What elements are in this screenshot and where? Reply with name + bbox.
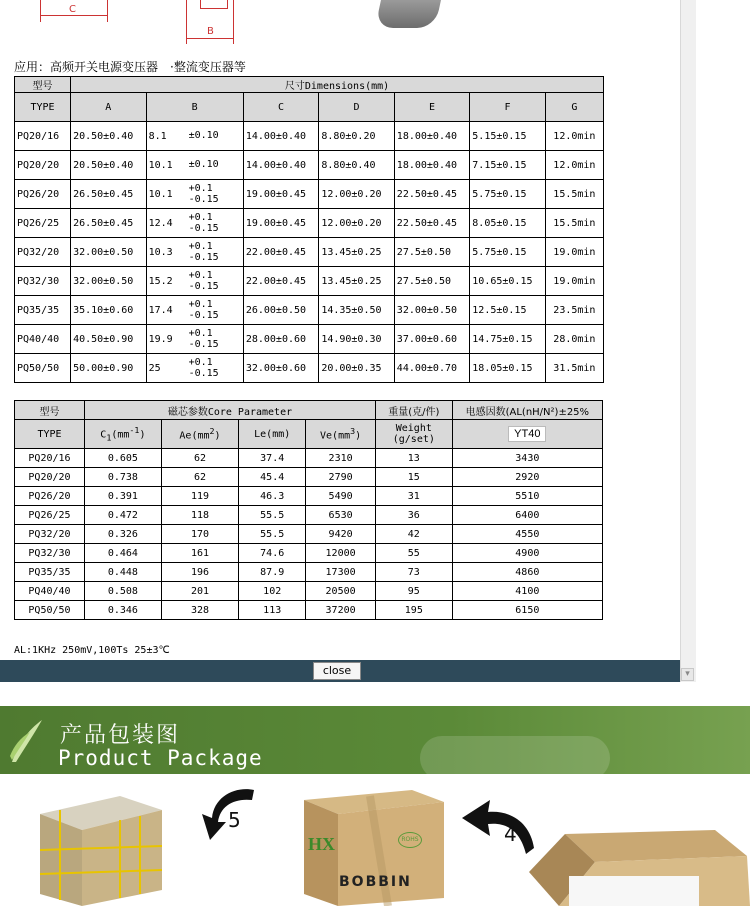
dim-b-tolerance: ±0.10 xyxy=(188,130,219,142)
step-5-label: 5 xyxy=(228,808,241,832)
al-material-header: YT40 xyxy=(452,420,602,449)
model-header-en: TYPE xyxy=(15,420,85,449)
table-row xyxy=(15,601,603,620)
ve-cell: 2790 xyxy=(306,468,376,487)
ve-cell: 12000 xyxy=(306,544,376,563)
dim-a-cell: 35.10±0.60 xyxy=(71,296,146,325)
type-cell: PQ40/40 xyxy=(15,325,71,354)
le-cell: 113 xyxy=(239,601,306,620)
weight-cell: 73 xyxy=(375,563,452,582)
dimension-c-label: C xyxy=(69,4,76,15)
tolerance-minus: -0.15 xyxy=(188,281,219,292)
le-header: Le(mm) xyxy=(239,420,306,449)
table-row xyxy=(15,209,604,238)
dim-b-tolerance xyxy=(189,328,219,350)
ve-cell: 6530 xyxy=(306,506,376,525)
dimensions-table xyxy=(14,76,604,383)
al-cell: 4100 xyxy=(452,582,602,601)
c1-cell: 0.391 xyxy=(84,487,161,506)
table-row xyxy=(15,544,603,563)
type-cell: PQ20/16 xyxy=(15,449,85,468)
dim-b-tolerance xyxy=(189,241,219,263)
dim-b-value: 12.4 xyxy=(148,218,173,229)
ve-cell: 2310 xyxy=(306,449,376,468)
open-box-photo xyxy=(525,828,750,906)
type-cell: PQ50/50 xyxy=(15,601,85,620)
c1-cell: 0.738 xyxy=(84,468,161,487)
al-cell: 4900 xyxy=(452,544,602,563)
ae-cell: 161 xyxy=(161,544,238,563)
type-cell: PQ26/20 xyxy=(15,487,85,506)
table-row xyxy=(15,267,604,296)
dim-f-cell: 5.75±0.15 xyxy=(470,180,545,209)
vertical-scrollbar[interactable] xyxy=(680,0,696,682)
dim-d-cell: 14.35±0.50 xyxy=(319,296,394,325)
type-cell: PQ26/25 xyxy=(15,506,85,525)
al-cell: 6150 xyxy=(452,601,602,620)
dim-g-cell: 19.0min xyxy=(545,238,603,267)
dim-c-cell: 28.00±0.60 xyxy=(243,325,318,354)
c1-cell: 0.346 xyxy=(84,601,161,620)
dim-c-cell: 22.00±0.45 xyxy=(243,238,318,267)
tolerance-minus: -0.15 xyxy=(188,368,219,379)
c1-header: $C_1(mm^{-1})$ xyxy=(84,420,161,449)
tolerance-minus: -0.15 xyxy=(188,223,219,234)
dim-a-cell: 26.50±0.45 xyxy=(71,209,146,238)
al-cell: 5510 xyxy=(452,487,602,506)
weight-header: 重量(克/件) xyxy=(375,401,452,420)
tolerance-plus: +0.1 xyxy=(188,241,213,252)
dimension-b-label: B xyxy=(207,26,214,37)
table-row xyxy=(15,525,603,544)
c1-cell: 0.605 xyxy=(84,449,161,468)
model-header-cn: 型号 xyxy=(15,401,85,420)
ae-cell: 196 xyxy=(161,563,238,582)
al-cell: 4550 xyxy=(452,525,602,544)
tolerance-plus: +0.1 xyxy=(188,183,213,194)
core-parameter-header: 磁芯参数Core Parameter xyxy=(84,401,375,420)
column-header-a: A xyxy=(71,93,146,122)
ve-cell: 17300 xyxy=(306,563,376,582)
dim-a-cell: 20.50±0.40 xyxy=(71,151,146,180)
le-cell: 55.5 xyxy=(239,525,306,544)
table-row xyxy=(15,449,603,468)
type-cell: PQ20/20 xyxy=(15,151,71,180)
weight-cell: 95 xyxy=(375,582,452,601)
dim-b-value: 15.2 xyxy=(148,276,173,287)
dim-b-cell xyxy=(146,354,243,383)
column-header-e: E xyxy=(394,93,469,122)
weight-unit-header: Weight (g/set) xyxy=(375,420,452,449)
type-cell: PQ26/25 xyxy=(15,209,71,238)
dim-b-tolerance xyxy=(189,212,219,234)
column-header-f: F xyxy=(470,93,545,122)
al-header: 电感因数(AL(nH/N²)±25% xyxy=(452,401,602,420)
bamboo-leaf-icon xyxy=(8,716,46,766)
column-header-g: G xyxy=(545,93,603,122)
dim-e-cell: 37.00±0.60 xyxy=(394,325,469,354)
dim-b-tolerance xyxy=(189,270,219,292)
type-cell: PQ35/35 xyxy=(15,563,85,582)
table-row xyxy=(15,122,604,151)
dim-a-cell: 32.00±0.50 xyxy=(71,238,146,267)
ae-cell: 119 xyxy=(161,487,238,506)
le-cell: 87.9 xyxy=(239,563,306,582)
dim-b-value: 19.9 xyxy=(148,334,173,345)
le-cell: 74.6 xyxy=(239,544,306,563)
product-package-banner xyxy=(0,706,750,774)
dim-c-cell: 14.00±0.40 xyxy=(243,122,318,151)
banner-title-en: Product Package xyxy=(58,746,263,770)
dim-b-cell xyxy=(146,209,243,238)
dim-e-cell: 18.00±0.40 xyxy=(394,122,469,151)
dim-e-cell: 44.00±0.70 xyxy=(394,354,469,383)
dim-b-cell xyxy=(146,296,243,325)
dim-b-tolerance: ±0.10 xyxy=(188,159,219,171)
dim-f-cell: 5.75±0.15 xyxy=(470,238,545,267)
c1-cell: 0.508 xyxy=(84,582,161,601)
dim-b-cell xyxy=(146,238,243,267)
dim-b-tolerance xyxy=(189,299,219,321)
tolerance-minus: -0.15 xyxy=(188,339,219,350)
weight-cell: 36 xyxy=(375,506,452,525)
dim-f-cell: 12.5±0.15 xyxy=(470,296,545,325)
dim-c-cell: 19.00±0.45 xyxy=(243,209,318,238)
ve-header: $Ve(mm^3)$ xyxy=(306,420,376,449)
dim-d-cell: 20.00±0.35 xyxy=(319,354,394,383)
weight-cell: 55 xyxy=(375,544,452,563)
c1-cell: 0.472 xyxy=(84,506,161,525)
ve-cell: 20500 xyxy=(306,582,376,601)
dim-f-cell: 10.65±0.15 xyxy=(470,267,545,296)
dim-d-cell: 13.45±0.25 xyxy=(319,238,394,267)
dim-c-cell: 19.00±0.45 xyxy=(243,180,318,209)
weight-cell: 42 xyxy=(375,525,452,544)
wrapped-box-photo xyxy=(30,790,165,906)
dim-g-cell: 15.5min xyxy=(545,180,603,209)
type-cell: PQ32/30 xyxy=(15,267,71,296)
dim-a-cell: 26.50±0.45 xyxy=(71,180,146,209)
dim-e-cell: 27.5±0.50 xyxy=(394,267,469,296)
dim-g-cell: 31.5min xyxy=(545,354,603,383)
ae-header: $Ae(mm^2)$ xyxy=(161,420,238,449)
dim-e-cell: 18.00±0.40 xyxy=(394,151,469,180)
table-row xyxy=(15,238,604,267)
type-cell: PQ32/20 xyxy=(15,238,71,267)
dim-a-cell: 50.00±0.90 xyxy=(71,354,146,383)
table-row xyxy=(15,582,603,601)
dim-d-cell: 12.00±0.20 xyxy=(319,209,394,238)
dim-f-cell: 14.75±0.15 xyxy=(470,325,545,354)
model-header-cn: 型号 xyxy=(15,77,71,93)
dim-b-cell xyxy=(146,122,243,151)
table-row xyxy=(15,325,604,354)
c1-cell: 0.464 xyxy=(84,544,161,563)
column-header-d: D xyxy=(319,93,394,122)
dim-f-cell: 7.15±0.15 xyxy=(470,151,545,180)
dim-b-value: 25 xyxy=(148,363,161,374)
ve-cell: 9420 xyxy=(306,525,376,544)
dim-b-value: 10.1 xyxy=(148,189,173,200)
ferrite-core-image xyxy=(375,0,441,28)
measurement-note: AL:1KHz 250mV,100Ts 25±3℃ xyxy=(14,645,170,656)
al-cell: 4860 xyxy=(452,563,602,582)
cloud-decoration xyxy=(420,736,610,774)
step-5-arrow-icon xyxy=(196,784,260,844)
ae-cell: 201 xyxy=(161,582,238,601)
type-cell: PQ26/20 xyxy=(15,180,71,209)
dim-a-cell: 32.00±0.50 xyxy=(71,267,146,296)
table-row xyxy=(15,506,603,525)
type-cell: PQ20/16 xyxy=(15,122,71,151)
tolerance-plus: +0.1 xyxy=(188,299,213,310)
dim-c-cell: 26.00±0.50 xyxy=(243,296,318,325)
tolerance-plus: +0.1 xyxy=(188,212,213,223)
dim-f-cell: 8.05±0.15 xyxy=(470,209,545,238)
dimensions-group-header: 尺寸Dimensions(mm) xyxy=(71,77,604,93)
weight-cell: 195 xyxy=(375,601,452,620)
tolerance-plus: +0.1 xyxy=(188,270,213,281)
weight-cell: 31 xyxy=(375,487,452,506)
dim-g-cell: 28.0min xyxy=(545,325,603,354)
ae-cell: 170 xyxy=(161,525,238,544)
dim-c-cell: 22.00±0.45 xyxy=(243,267,318,296)
dim-b-cell xyxy=(146,180,243,209)
dim-g-cell: 12.0min xyxy=(545,122,603,151)
box-brand-text: BOBBIN xyxy=(339,874,412,890)
dim-b-cell xyxy=(146,151,243,180)
dim-b-value: 10.1 xyxy=(148,159,173,171)
banner-title-cn: 产品包装图 xyxy=(60,723,181,748)
type-cell: PQ40/40 xyxy=(15,582,85,601)
le-cell: 46.3 xyxy=(239,487,306,506)
dim-b-tolerance xyxy=(189,183,219,205)
dim-g-cell: 19.0min xyxy=(545,267,603,296)
dim-c-cell: 14.00±0.40 xyxy=(243,151,318,180)
tolerance-minus: -0.15 xyxy=(188,310,219,321)
dim-g-cell: 23.5min xyxy=(545,296,603,325)
dim-c-cell: 32.00±0.60 xyxy=(243,354,318,383)
dim-e-cell: 27.5±0.50 xyxy=(394,238,469,267)
dim-d-cell: 8.80±0.20 xyxy=(319,122,394,151)
al-cell: 3430 xyxy=(452,449,602,468)
dim-d-cell: 12.00±0.20 xyxy=(319,180,394,209)
ve-cell: 5490 xyxy=(306,487,376,506)
column-header-c: C xyxy=(243,93,318,122)
dim-d-cell: 14.90±0.30 xyxy=(319,325,394,354)
column-header-b: B xyxy=(146,93,243,122)
dim-e-cell: 32.00±0.50 xyxy=(394,296,469,325)
table-row xyxy=(15,296,604,325)
table-row xyxy=(15,487,603,506)
dim-b-value: 10.3 xyxy=(148,247,173,258)
table-row xyxy=(15,563,603,582)
dim-b-tolerance xyxy=(189,357,219,379)
type-cell: PQ32/20 xyxy=(15,525,85,544)
dim-f-cell: 18.05±0.15 xyxy=(470,354,545,383)
dimension-b-marker xyxy=(186,0,234,44)
dimension-c-marker xyxy=(40,0,108,22)
tolerance-plus: +0.1 xyxy=(188,357,213,368)
type-cell: PQ35/35 xyxy=(15,296,71,325)
table-row xyxy=(15,354,604,383)
weight-cell: 13 xyxy=(375,449,452,468)
dim-b-value: 8.1 xyxy=(148,130,167,142)
dim-b-cell xyxy=(146,267,243,296)
dim-e-cell: 22.50±0.45 xyxy=(394,209,469,238)
ve-cell: 37200 xyxy=(306,601,376,620)
table-row xyxy=(15,151,604,180)
dim-a-cell: 20.50±0.40 xyxy=(71,122,146,151)
le-cell: 102 xyxy=(239,582,306,601)
type-cell: PQ50/50 xyxy=(15,354,71,383)
dim-g-cell: 15.5min xyxy=(545,209,603,238)
core-parameter-table xyxy=(14,400,603,620)
tolerance-minus: -0.15 xyxy=(188,194,219,205)
application-line: 应用：高频开关电源变压器 ·整流变压器等 xyxy=(14,60,246,74)
weight-cell: 15 xyxy=(375,468,452,487)
dim-d-cell: 8.80±0.40 xyxy=(319,151,394,180)
dim-b-value: 17.4 xyxy=(148,305,173,316)
c1-cell: 0.448 xyxy=(84,563,161,582)
dim-d-cell: 13.45±0.25 xyxy=(319,267,394,296)
model-header-en: TYPE xyxy=(15,93,71,122)
tolerance-minus: -0.15 xyxy=(188,252,219,263)
dim-g-cell: 12.0min xyxy=(545,151,603,180)
page-margin xyxy=(696,0,750,682)
ae-cell: 62 xyxy=(161,449,238,468)
type-cell: PQ20/20 xyxy=(15,468,85,487)
close-button[interactable]: close xyxy=(313,662,361,680)
rohs-badge: ROHS xyxy=(398,832,422,848)
al-cell: 6400 xyxy=(452,506,602,525)
ae-cell: 328 xyxy=(161,601,238,620)
dim-a-cell: 40.50±0.90 xyxy=(71,325,146,354)
scroll-down-arrow-icon[interactable]: ▾ xyxy=(681,668,694,681)
ae-cell: 62 xyxy=(161,468,238,487)
dim-f-cell: 5.15±0.15 xyxy=(470,122,545,151)
bobbin-box-photo xyxy=(300,788,446,906)
type-cell: PQ32/30 xyxy=(15,544,85,563)
ae-cell: 118 xyxy=(161,506,238,525)
al-cell: 2920 xyxy=(452,468,602,487)
le-cell: 37.4 xyxy=(239,449,306,468)
dim-e-cell: 22.50±0.45 xyxy=(394,180,469,209)
tolerance-plus: +0.1 xyxy=(188,328,213,339)
step-4-label: 4 xyxy=(504,822,517,846)
c1-cell: 0.326 xyxy=(84,525,161,544)
table-row xyxy=(15,180,604,209)
table-row xyxy=(15,468,603,487)
box-logo: HX xyxy=(308,834,335,854)
le-cell: 55.5 xyxy=(239,506,306,525)
dim-b-cell xyxy=(146,325,243,354)
le-cell: 45.4 xyxy=(239,468,306,487)
